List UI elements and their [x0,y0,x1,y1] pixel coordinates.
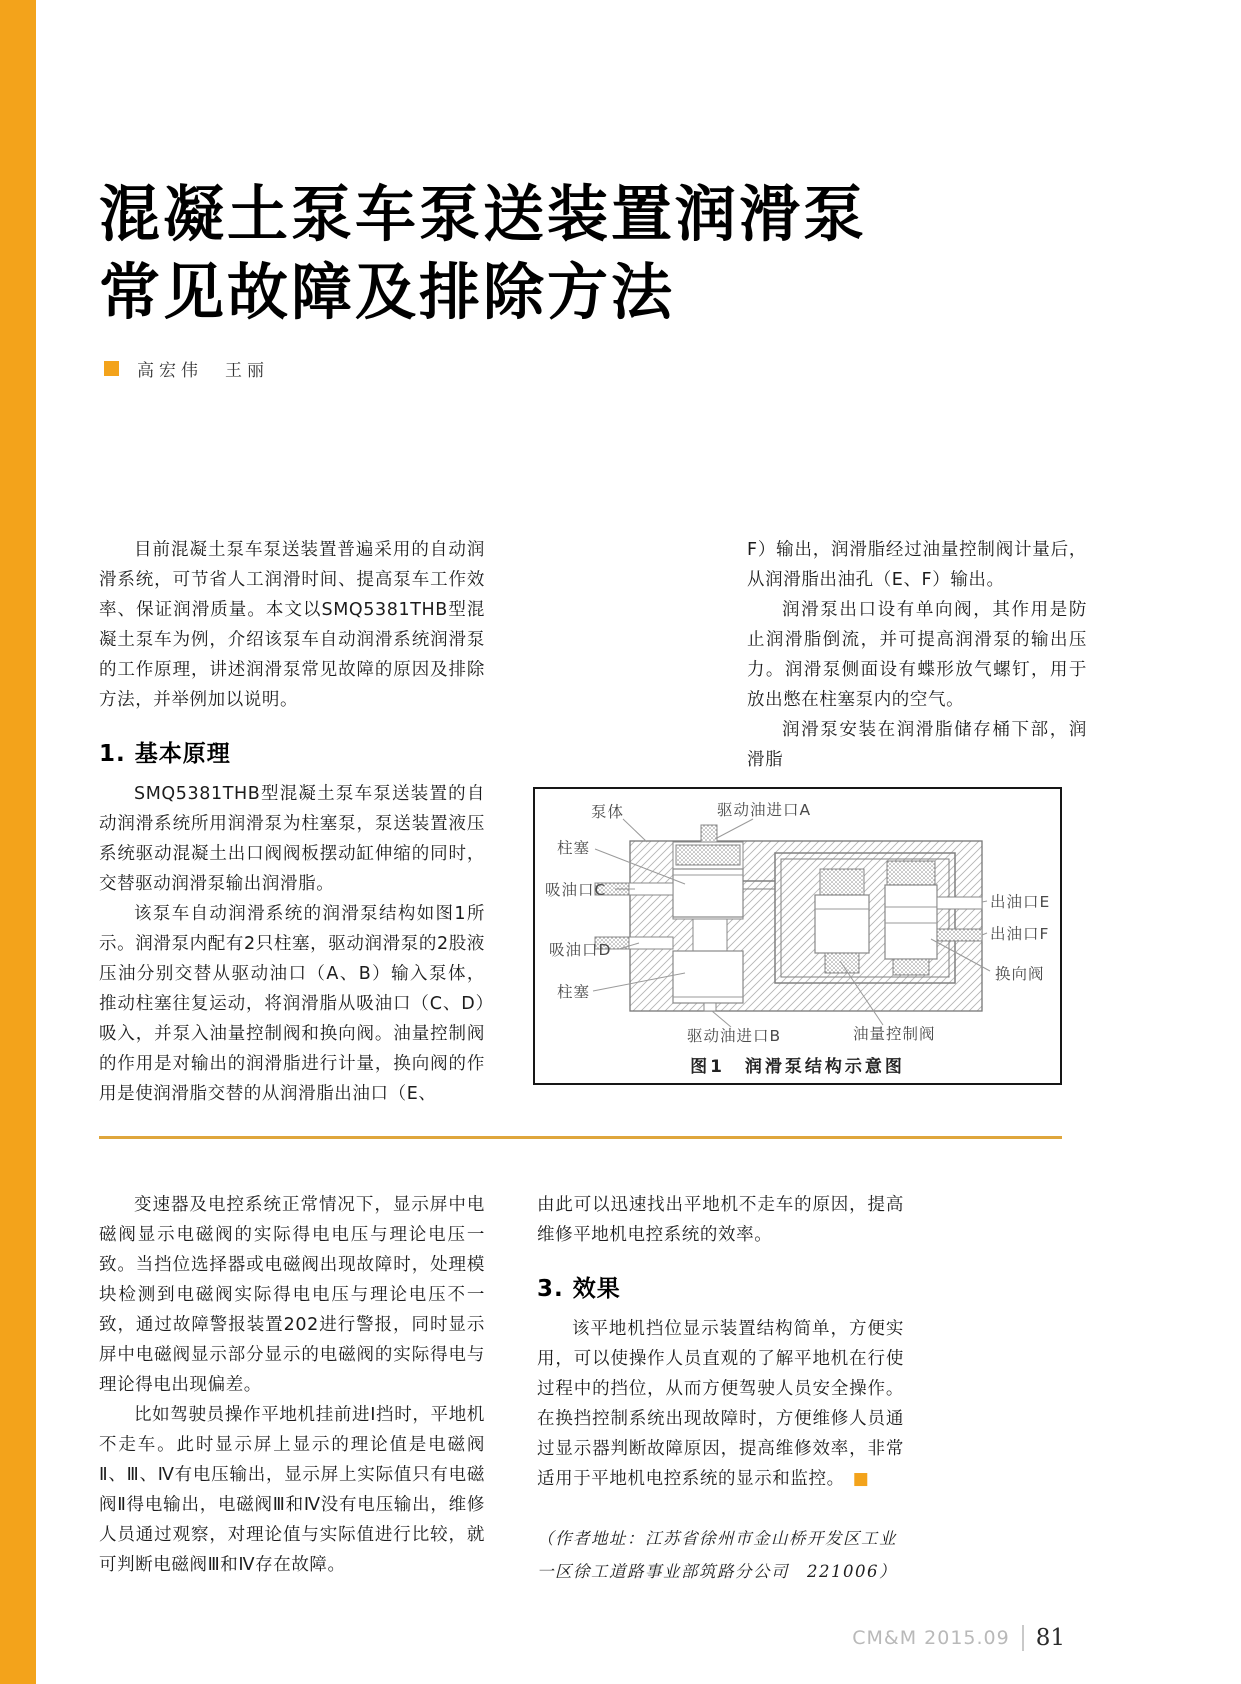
top-left-column [99,535,485,1109]
paragraph: 润滑泵安装在润滑脂储存桶下部，润滑脂 [747,720,1087,770]
article-title-line2: 常见故障及排除方法 [99,257,676,328]
footer-divider-bar [1022,1625,1024,1651]
label-pump-body: 泵体 [591,803,625,821]
page-footer [800,1622,1065,1654]
control-valve-body [815,895,869,953]
section-heading-1: 1. 基本原理 [99,741,231,767]
paragraph: 由此可以迅速找出平地机不走车的原因，提高维修平地机电控系统的效率。 [537,1195,904,1245]
bottom-left-column [99,1190,485,1580]
control-valve-foot [825,953,859,973]
paragraph: F）输出，润滑脂经过油量控制阀计量后，从润滑脂出油孔（E、F）输出。 [747,540,1087,590]
inlet-a-shape [701,825,717,842]
label-suction-c: 吸油口C [545,881,607,899]
inlet-b-stem [704,1003,716,1011]
article-end-mark: ■ [852,1469,870,1489]
top-piston-cap [676,845,740,865]
section-heading-3: 3. 效果 [537,1276,621,1302]
reversing-valve-body [885,885,937,959]
paragraph: SMQ5381THB型混凝土泵车泵送装置的自动润滑系统所用润滑泵为柱塞泵，泵送装置液压系统驱动混凝土出口阀阀板摆动缸伸缩的同时，交替驱动润滑泵输出润滑脂。 [99,784,485,894]
label-drive-inlet-a: 驱动油进口A [717,801,812,819]
bottom-piston [673,951,743,1003]
label-oil-control-valve: 油量控制阀 [853,1025,936,1043]
label-piston-top: 柱塞 [557,839,591,857]
top-piston [673,869,743,917]
byline-square-icon [104,361,119,376]
reversing-valve-foot [893,959,929,975]
page-number: 81 [1035,1625,1065,1651]
bottom-right-column [537,1190,904,1588]
reversing-valve-cap [887,861,935,885]
label-piston-bottom: 柱塞 [557,983,591,1001]
paragraph [537,1314,904,1494]
article-title [99,176,1099,332]
figure-1 [533,787,1062,1085]
left-accent-strip [0,0,36,1684]
lubrication-pump-diagram [535,789,1060,1047]
label-outlet-f: 出油口F [990,925,1050,943]
top-right-column [747,535,1087,775]
label-outlet-e: 出油口E [990,893,1051,911]
paragraph: 目前混凝土泵车泵送装置普遍采用的自动润滑系统，可节省人工润滑时间、提高泵车工作效率、保证润滑质量。本文以SMQ5381THB型混凝土泵车为例，介绍该泵车自动润滑系统润滑泵的工作原理，讲述润滑泵常见故障的原因及排除方法，并举例加以说明。 [99,540,485,710]
label-reversing-valve: 换向阀 [995,965,1045,983]
paragraph: 变速器及电控系统正常情况下，显示屏中电磁阀显示电磁阀的实际得电电压与理论电压一致。当挡位选择器或电磁阀出现故障时，处理模块检测到电磁阀实际得电电压与理论电压不一致，通过故障警报装置202进行警报，同时显示屏中电磁阀显示部分显示的电磁阀的实际得电与理论得电出现偏差。 [99,1195,485,1395]
section-divider-rule [99,1136,1062,1139]
paragraph: 润滑泵出口设有单向阀，其作用是防止润滑脂倒流，并可提高润滑泵的输出压力。润滑泵侧面设有蝶形放气螺钉，用于放出憋在柱塞泵内的空气。 [747,600,1087,710]
outlet-f-channel [937,929,982,941]
author-address: （作者地址：江苏省徐州市金山桥开发区工业一区徐工道路事业部筑路分公司 221006） [537,1529,897,1581]
coupling-block [693,919,727,951]
author-names: 高宏伟 王丽 [137,361,269,381]
journal-name: CM&M 2015.09 [852,1627,1010,1649]
label-suction-d: 吸油口D [549,941,612,959]
paragraph: 该泵车自动润滑系统的润滑泵结构如图1所示。润滑泵内配有2只柱塞，驱动润滑泵的2股液压油分别交替从驱动油口（A、B）输入泵体，推动柱塞往复运动，将润滑脂从吸油口（C、D）吸入，并泵入油量控制阀和换向阀。油量控制阀的作用是对输出的润滑脂进行计量，换向阀的作用是使润滑脂交替的从润滑脂出油口（E、 [99,904,485,1104]
article-title-line1: 混凝土泵车泵送装置润滑泵 [99,179,868,250]
paragraph: 比如驾驶员操作平地机挂前进Ⅰ挡时，平地机不走车。此时显示屏上显示的理论值是电磁阀Ⅱ、Ⅲ、Ⅳ有电压输出，显示屏上实际值只有电磁阀Ⅱ得电输出，电磁阀Ⅲ和Ⅳ没有电压输出，维修人员通过观察，对理论值与实际值进行比较，就可判断电磁阀Ⅲ和Ⅳ存在故障。 [99,1405,485,1575]
byline [104,356,269,381]
label-drive-inlet-b: 驱动油进口B [687,1027,782,1045]
outlet-e-channel [937,897,982,909]
figure-caption: 图1 润滑泵结构示意图 [690,1057,905,1077]
paragraph-text: 该平地机挡位显示装置结构简单，方便实用，可以使操作人员直观的了解平地机在行使过程中的挡位，从而方便驾驶人员安全操作。在换挡控制系统出现故障时，方便维修人员通过显示器判断故障原因，提高维修效率，非常适用于平地机电控系统的显示和监控。 [537,1319,904,1489]
control-valve-cap [820,869,864,895]
